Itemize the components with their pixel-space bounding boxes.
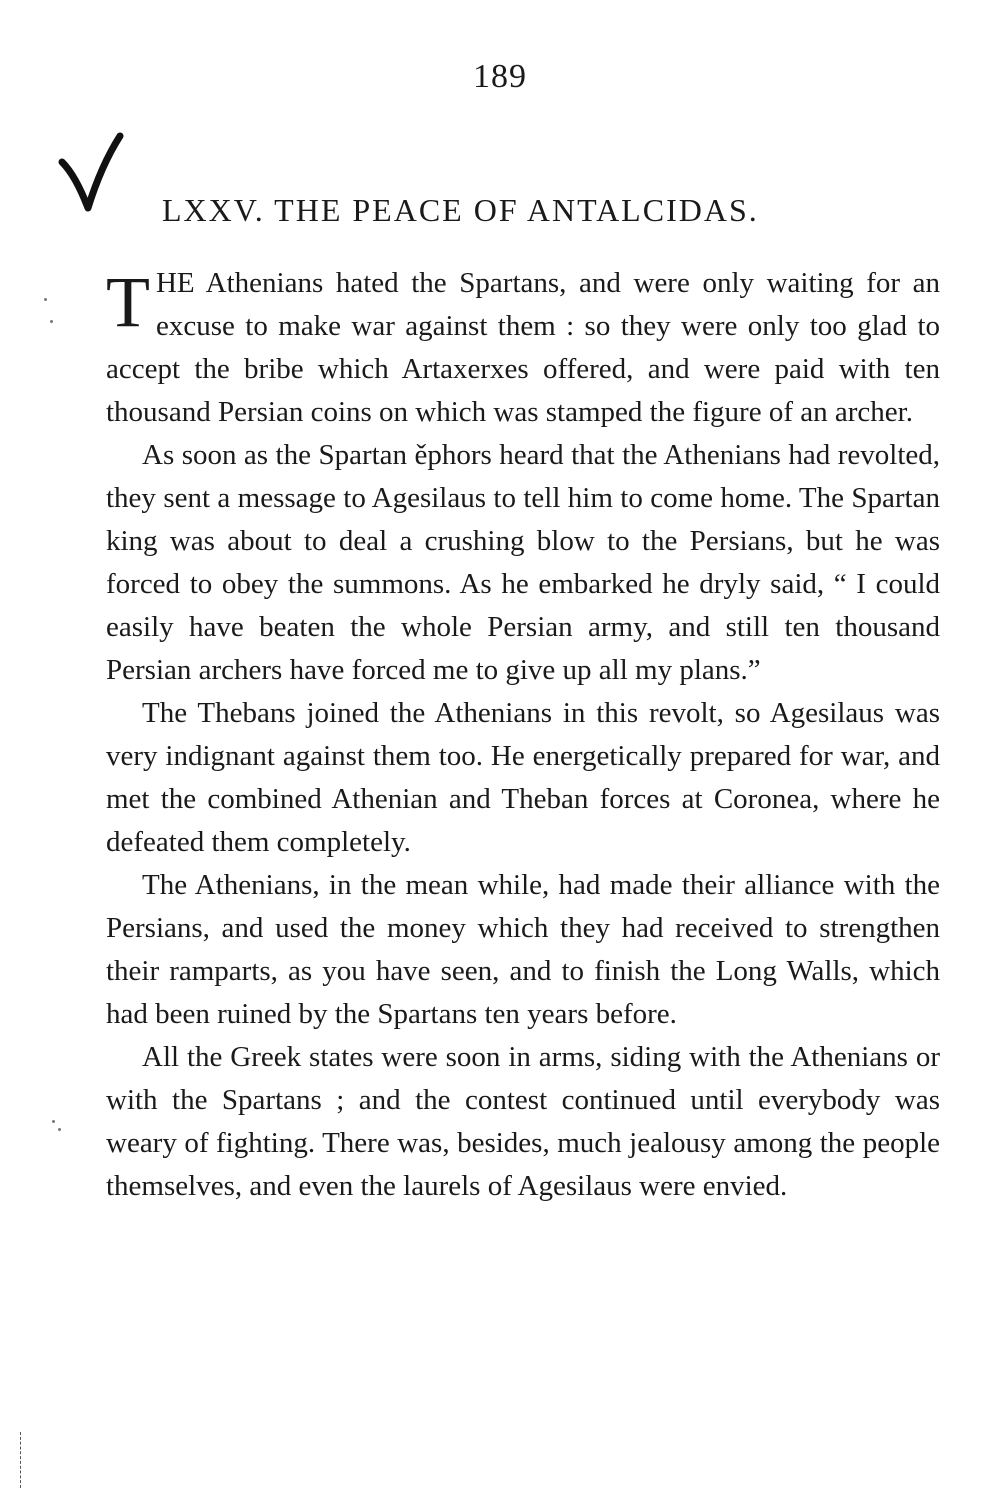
- paragraph-2: As soon as the Spartan ěphors heard that the Athenians had revolted, they sent a message to Agesilaus to tell him to come home. The Spartan king was about to deal a crushing blow to the Persians, but he was forced to obey the summons. As he embarked he dryly said, “ I could easily have beaten the whole Persian army, and still ten thousand Persian archers have forced me to give up all my plans.”: [106, 439, 940, 686]
- check-mark-icon: [58, 132, 128, 212]
- margin-speck: [58, 1128, 61, 1131]
- chapter-title: LXXV. THE PEACE OF ANTALCIDAS.: [162, 192, 759, 228]
- paragraph-4: The Athenians, in the mean while, had made their alliance with the Persians, and used the money which they had received to strengthen their ramparts, as you have seen, and to finish the Long Walls, which had been ruined by the Spartans ten years before.: [106, 869, 940, 1030]
- paragraph-text: HE Athenians hated the Spartans, and were only waiting for an excuse to make war against them : so they were only too glad to accept the bribe which Artaxerxes offered, and were paid with ten thousand Persian coins on which was stamped the figure of an archer.: [106, 267, 940, 428]
- margin-speck: [50, 320, 53, 323]
- paragraph-1: [106, 262, 940, 434]
- margin-scan-line: [20, 1432, 22, 1488]
- margin-speck: [44, 298, 47, 301]
- chapter-body: [106, 262, 940, 1208]
- page-number: 189: [473, 58, 527, 95]
- paragraph-5: All the Greek states were soon in arms, siding with the Athenians or with the Spartans ; and the contest continued until everybody was weary of fighting. There was, besides, much jealousy among the people themselves, and even the laurels of Agesilaus were envied.: [106, 1041, 940, 1202]
- margin-speck: [52, 1120, 55, 1123]
- paragraph-3: The Thebans joined the Athenians in this revolt, so Agesilaus was very indignant against them too. He energetically prepared for war, and met the combined Athenian and Theban forces at Coronea, where he defeated them completely.: [106, 697, 940, 858]
- drop-cap: T: [106, 262, 150, 342]
